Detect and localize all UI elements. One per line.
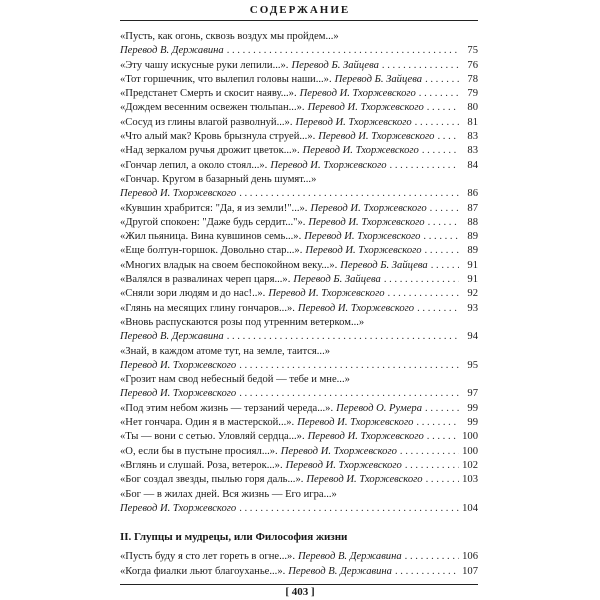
entry-title: «Глянь на месящих глину гончаров...».: [120, 302, 295, 314]
entry-translator: Перевод И. Тхоржевского: [270, 159, 387, 171]
entry-page: 81: [467, 116, 478, 128]
toc-entry: [120, 173, 478, 202]
leader-dots: [239, 359, 459, 373]
entry-translator: Перевод И. Тхоржевского: [120, 502, 237, 514]
entry-title: «Когда фиалки льют благоуханье...».: [120, 565, 286, 577]
toc-entry: [120, 459, 478, 473]
entry-translator: Перевод И. Тхоржевского: [285, 459, 402, 471]
entry-translator: Перевод И. Тхоржевского: [304, 231, 421, 243]
toc-entry: [120, 202, 478, 216]
entry-translator: Перевод И. Тхоржевского: [302, 145, 419, 157]
entry-page: 104: [462, 502, 478, 514]
toc-entry: [120, 101, 478, 115]
entry-page: 83: [467, 145, 478, 157]
footer-rule: [120, 584, 478, 585]
leader-dots: [427, 101, 459, 115]
toc-entries: [120, 30, 478, 579]
toc-entry: [120, 373, 478, 402]
entry-title: «Тот горшечник, что вылепил головы наши...».: [120, 73, 332, 85]
entry-translator: Перевод И. Тхоржевского: [307, 431, 424, 443]
entry-translator: Перевод И. Тхоржевского: [297, 417, 414, 429]
leader-dots: [430, 202, 459, 216]
entry-title: «Бог — в жилах дней. Вся жизнь — Его игра...»: [120, 488, 337, 500]
toc-entry: [120, 445, 478, 459]
entry-page: 75: [467, 45, 478, 57]
entry-translator: Перевод О. Румера: [336, 402, 423, 414]
entry-title: «Нет гончара. Один я в мастерской...».: [120, 417, 295, 429]
entry-translator: Перевод Б. Зайцева: [291, 59, 379, 71]
entry-page: 83: [467, 131, 478, 143]
leader-dots: [227, 44, 459, 58]
leader-dots: [425, 73, 459, 87]
entry-page: 88: [467, 216, 478, 228]
entry-translator: Перевод И. Тхоржевского: [310, 202, 427, 214]
entry-title: «Предстанет Смерть и скосит наяву...».: [120, 88, 297, 100]
entry-title: «Что алый мак? Кровь брызнула струей...».: [120, 131, 316, 143]
entry-page: 94: [467, 331, 478, 343]
toc-entry: [120, 59, 478, 73]
entry-page: 87: [467, 202, 478, 214]
entry-title: «Над зеркалом ручья дрожит цветок...».: [120, 145, 300, 157]
toc-entry: [120, 488, 478, 517]
toc-entry: [120, 302, 478, 316]
entry-page: 100: [462, 445, 478, 457]
entry-title: «Многих владык на своем беспокойном веку...».: [120, 259, 338, 271]
entry-page: 100: [462, 431, 478, 443]
entry-title: «Гончар лепил, а около стоял...».: [120, 159, 268, 171]
entry-title: «Валялся в развалинах череп царя...».: [120, 274, 291, 286]
entry-page: 86: [467, 188, 478, 200]
leader-dots: [417, 302, 459, 316]
entry-title: «Дождем весенним освежен тюльпан...».: [120, 102, 305, 114]
leader-dots: [388, 287, 459, 301]
entry-page: 80: [467, 102, 478, 114]
leader-dots: [437, 130, 459, 144]
entry-title: «Грозит нам свод небесный бедой — тебе и мне...»: [120, 374, 350, 386]
entry-page: 107: [462, 565, 478, 577]
entry-page: 97: [467, 388, 478, 400]
entry-translator: Перевод И. Тхоржевского: [299, 88, 416, 100]
entry-title: «Ты — вони с сетью. Уловляй сердца...».: [120, 431, 305, 443]
entry-page: 84: [467, 159, 478, 171]
entry-translator: Перевод В. Державина: [120, 45, 224, 57]
entry-page: 79: [467, 88, 478, 100]
entry-translator: Перевод И. Тхоржевского: [280, 445, 397, 457]
entry-translator: Перевод Б. Зайцева: [340, 259, 428, 271]
leader-dots: [426, 473, 459, 487]
entry-translator: Перевод И. Тхоржевского: [308, 216, 425, 228]
entry-title: «Пусть, как огонь, сквозь воздух мы пройдем...»: [120, 31, 339, 42]
leader-dots: [415, 116, 459, 130]
leader-dots: [239, 187, 459, 201]
entry-translator: Перевод И. Тхоржевского: [306, 474, 423, 486]
entry-page: 78: [467, 73, 478, 85]
toc-entry: [120, 73, 478, 87]
entry-title: «Сосуд из глины влагой разволнуй...».: [120, 116, 293, 128]
running-header: СОДЕРЖАНИЕ: [249, 4, 351, 16]
toc-entry: [120, 565, 478, 579]
entry-page: 99: [467, 402, 478, 414]
toc-entry: [120, 244, 478, 258]
entry-translator: Перевод И. Тхоржевского: [297, 302, 415, 314]
toc-entry: [120, 287, 478, 301]
entry-title: «Жил пьяница. Вина кувшинов семь...».: [120, 231, 302, 243]
toc-entry: [120, 430, 478, 444]
toc-entry: [120, 402, 478, 416]
entry-page: 92: [467, 288, 478, 300]
entry-page: 102: [462, 459, 478, 471]
leader-dots: [423, 230, 459, 244]
toc-entry: [120, 30, 478, 59]
leader-dots: [405, 459, 459, 473]
toc-entry: [120, 116, 478, 130]
toc-entry: [120, 216, 478, 230]
leader-dots: [431, 259, 459, 273]
leader-dots: [416, 416, 459, 430]
page-number: [ 403 ]: [285, 586, 315, 598]
leader-dots: [419, 87, 459, 101]
entry-title: «Под этим небом жизнь — терзаний череда...».: [120, 402, 334, 414]
leader-dots: [390, 159, 459, 173]
leader-dots: [239, 502, 459, 516]
toc-entry: [120, 550, 478, 564]
entry-translator: Перевод В. Державина: [120, 331, 224, 343]
entry-title: «Сняли зори людям и до нас!..».: [120, 288, 266, 300]
entry-translator: Перевод И. Тхоржевского: [120, 188, 237, 200]
entry-page: 89: [467, 231, 478, 243]
section-heading: II. Глупцы и мудрецы, или Философия жизни: [120, 531, 348, 544]
leader-dots: [425, 402, 459, 416]
entry-title: «О, если бы в пустыне просиял...».: [120, 445, 278, 457]
entry-translator: Перевод И. Тхоржевского: [318, 131, 435, 143]
entry-page: 91: [467, 259, 478, 271]
entry-translator: Перевод Б. Зайцева: [293, 274, 381, 286]
leader-dots: [405, 550, 459, 564]
entry-translator: Перевод Б. Зайцева: [334, 73, 423, 85]
leader-dots: [395, 565, 459, 579]
toc-entry: [120, 259, 478, 273]
toc-entry: [120, 316, 478, 345]
entry-title: «Эту чашу искусные руки лепили...».: [120, 59, 289, 71]
entry-translator: Перевод И. Тхоржевского: [120, 388, 237, 400]
toc-entry: [120, 416, 478, 430]
entry-translator: Перевод И. Тхоржевского: [268, 288, 385, 300]
entry-page: 89: [467, 245, 478, 257]
entry-title: «Вглянь и слушай. Роза, ветерок...».: [120, 459, 283, 471]
leader-dots: [239, 387, 459, 401]
entry-page: 93: [467, 302, 478, 314]
toc-entry: [120, 273, 478, 287]
leader-dots: [227, 330, 459, 344]
leader-dots: [400, 445, 459, 459]
toc-entry: [120, 130, 478, 144]
leader-dots: [427, 430, 459, 444]
entry-title: «Кувшин храбрится: "Да, я из земли!"...».: [120, 202, 308, 214]
entry-page: 106: [462, 551, 478, 563]
entry-page: 99: [467, 417, 478, 429]
entry-translator: Перевод И. Тхоржевского: [307, 102, 424, 114]
entry-translator: Перевод И. Тхоржевского: [295, 116, 412, 128]
entry-translator: Перевод В. Державина: [288, 565, 392, 577]
toc-entry: [120, 345, 478, 374]
entry-translator: Перевод И. Тхоржевского: [120, 359, 237, 371]
entry-page: 95: [467, 359, 478, 371]
entry-title: «Вновь распускаются розы под утренним ветерком...»: [120, 316, 365, 328]
entry-title: «Пусть буду я сто лет гореть в огне...».: [120, 551, 295, 563]
entry-title: «Знай, в каждом атоме тут, на земле, таится...»: [120, 345, 331, 357]
toc-entry: [120, 87, 478, 101]
leader-dots: [428, 216, 459, 230]
entry-translator: Перевод В. Державина: [297, 551, 402, 563]
header-rule: [120, 20, 478, 21]
leader-dots: [422, 144, 459, 158]
toc-entry: [120, 144, 478, 158]
entry-title: «Бог создал звезды, пылью горя даль...».: [120, 474, 304, 486]
entry-page: 76: [467, 59, 478, 71]
entry-page: 91: [467, 274, 478, 286]
leader-dots: [382, 59, 459, 73]
entry-title: «Гончар. Кругом в базарный день шумят...»: [120, 173, 317, 185]
toc-entry: [120, 230, 478, 244]
leader-dots: [425, 244, 459, 258]
entry-translator: Перевод И. Тхоржевского: [305, 245, 422, 257]
entry-page: 103: [462, 474, 478, 486]
entry-title: «Другой спокоен: "Даже будь сердит..."».: [120, 216, 306, 228]
entry-title: «Еще болтун-горшок. Довольно стар...».: [120, 245, 303, 257]
toc-entry: [120, 473, 478, 487]
leader-dots: [384, 273, 459, 287]
toc-entry: [120, 159, 478, 173]
